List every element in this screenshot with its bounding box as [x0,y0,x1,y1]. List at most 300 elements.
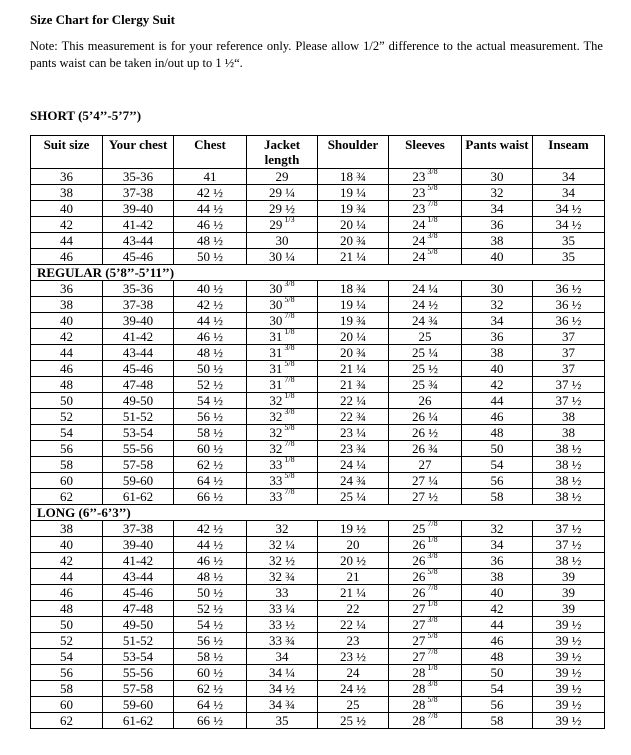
table-cell: 62 ½ [174,681,247,697]
header-row [31,136,605,169]
table-cell: 35-36 [103,169,174,185]
table-cell: 32 $^{7/8}$ [247,441,318,457]
table-cell: 27 $^{1/8}$ [389,601,462,617]
table-cell: 60 [31,473,103,489]
table-cell: 44 [31,345,103,361]
table-cell: 34 [462,201,533,217]
table-row [31,649,605,665]
table-cell: 48 [31,377,103,393]
fraction: 5/8 [427,183,438,192]
table-cell: 26 $^{1/8}$ [389,537,462,553]
fraction: 7/8 [427,519,438,528]
table-cell: 58 [31,457,103,473]
table-cell: 29 ¼ [247,185,318,201]
fraction: 1/8 [427,663,438,672]
table-cell: 22 ¼ [318,617,389,633]
fraction: 7/8 [284,439,295,448]
table-cell: 38 [462,233,533,249]
table-cell: 32 $^{1/8}$ [247,393,318,409]
table-cell: 64 ½ [174,697,247,713]
table-cell: 39 ½ [533,713,605,729]
table-cell: 40 [31,313,103,329]
table-cell: 34 [462,313,533,329]
section-heading: LONG (6’’-6’3’’) [31,505,605,521]
table-cell: 24 ¼ [389,281,462,297]
table-cell: 35-36 [103,281,174,297]
table-row [31,665,605,681]
table-cell: 20 ½ [318,553,389,569]
table-cell: 37 [533,329,605,345]
table-cell: 43-44 [103,345,174,361]
table-cell: 39 ½ [533,681,605,697]
table-cell: 34 ½ [533,217,605,233]
table-cell: 30 $^{3/8}$ [247,281,318,297]
table-cell: 46 [462,633,533,649]
table-cell: 21 ¼ [318,249,389,265]
table-cell: 38 ½ [533,489,605,505]
table-cell: 27 $^{3/8}$ [389,617,462,633]
table-cell: 50 ½ [174,249,247,265]
table-row [31,377,605,393]
table-cell: 44 [462,617,533,633]
table-cell: 36 [31,169,103,185]
table-cell: 32 $^{5/8}$ [247,425,318,441]
table-cell: 38 [462,345,533,361]
table-cell: 50 [31,393,103,409]
table-cell: 23 $^{3/8}$ [389,169,462,185]
section-heading: REGULAR (5’8’’-5’11’’) [31,265,605,281]
table-cell: 34 [247,649,318,665]
table-cell: 40 [462,249,533,265]
table-cell: 25 ¾ [389,377,462,393]
table-cell: 32 ¾ [247,569,318,585]
table-cell: 62 ½ [174,457,247,473]
table-cell: 25 $^{7/8}$ [389,521,462,537]
table-cell: 43-44 [103,569,174,585]
table-cell: 37 [533,345,605,361]
table-cell: 37 ½ [533,377,605,393]
table-cell: 33 ¼ [247,601,318,617]
table-cell: 36 [462,217,533,233]
table-cell: 45-46 [103,361,174,377]
table-cell: 28 $^{1/8}$ [389,665,462,681]
table-cell: 26 ¾ [389,441,462,457]
table-cell: 24 ½ [389,297,462,313]
table-row [31,553,605,569]
table-row [31,697,605,713]
table-cell: 19 ¼ [318,297,389,313]
table-cell: 33 ½ [247,617,318,633]
table-cell: 42 ½ [174,297,247,313]
table-cell: 23 ½ [318,649,389,665]
table-cell: 20 ¾ [318,233,389,249]
table-cell: 18 ¾ [318,281,389,297]
fraction: 3/8 [427,551,438,560]
table-cell: 56 ½ [174,409,247,425]
table-row [31,409,605,425]
table-cell: 54 [462,681,533,697]
table-cell: 57-58 [103,457,174,473]
section-row [31,265,605,281]
table-row [31,201,605,217]
fraction: 3/8 [427,615,438,624]
table-cell: 21 [318,569,389,585]
column-header: Shoulder [318,136,389,169]
table-cell: 40 [31,537,103,553]
fraction: 1/8 [427,215,438,224]
table-cell: 25 ½ [318,713,389,729]
table-cell: 39-40 [103,313,174,329]
table-cell: 20 ¼ [318,329,389,345]
table-cell: 25 ¼ [389,345,462,361]
fraction: 3/8 [427,167,438,176]
table-cell: 56 [462,697,533,713]
table-cell: 34 ¾ [247,697,318,713]
table-cell: 48 [462,425,533,441]
table-cell: 52 ½ [174,601,247,617]
table-cell: 28 $^{5/8}$ [389,697,462,713]
table-cell: 41-42 [103,553,174,569]
table-cell: 23 $^{5/8}$ [389,185,462,201]
table-cell: 24 ¾ [389,313,462,329]
table-cell: 50 [462,665,533,681]
fraction: 3/8 [427,231,438,240]
table-cell: 21 ¼ [318,585,389,601]
fraction: 3/8 [427,679,438,688]
table-cell: 27 $^{5/8}$ [389,633,462,649]
table-cell: 54 ½ [174,393,247,409]
table-cell: 55-56 [103,665,174,681]
table-cell: 60 ½ [174,441,247,457]
table-cell: 42 ½ [174,521,247,537]
table-cell: 43-44 [103,233,174,249]
table-row [31,441,605,457]
table-cell: 38 ½ [533,473,605,489]
table-cell: 40 [31,201,103,217]
table-cell: 32 ¼ [247,537,318,553]
table-cell: 37 ½ [533,537,605,553]
table-cell: 52 [31,409,103,425]
table-cell: 42 [31,329,103,345]
table-cell: 48 ½ [174,569,247,585]
table-cell: 46 ½ [174,553,247,569]
table-cell: 44 [31,569,103,585]
table-row [31,457,605,473]
table-cell: 25 [318,697,389,713]
fraction: 7/8 [284,487,295,496]
table-cell: 20 [318,537,389,553]
fraction: 1/3 [284,215,295,224]
table-cell: 34 [533,169,605,185]
table-cell: 25 ½ [389,361,462,377]
fraction: 7/8 [427,583,438,592]
table-cell: 31 $^{5/8}$ [247,361,318,377]
table-cell: 39 [533,585,605,601]
table-row [31,393,605,409]
table-cell: 39 ½ [533,665,605,681]
fraction: 7/8 [284,311,295,320]
table-cell: 48 [31,601,103,617]
table-cell: 51-52 [103,409,174,425]
table-cell: 23 ¾ [318,441,389,457]
table-cell: 50 ½ [174,585,247,601]
table-cell: 32 $^{3/8}$ [247,409,318,425]
table-cell: 32 [462,297,533,313]
table-cell: 25 ¼ [318,489,389,505]
column-header: Inseam [533,136,605,169]
table-cell: 26 ½ [389,425,462,441]
table-cell: 38 [31,185,103,201]
fraction: 3/8 [284,279,295,288]
table-cell: 23 [318,633,389,649]
table-cell: 44 ½ [174,537,247,553]
table-cell: 38 ½ [533,553,605,569]
table-cell: 55-56 [103,441,174,457]
table-cell: 38 [462,569,533,585]
table-cell: 58 [31,681,103,697]
table-row [31,537,605,553]
table-cell: 58 [462,713,533,729]
fraction: 7/8 [284,375,295,384]
table-cell: 41 [174,169,247,185]
table-row [31,633,605,649]
table-row [31,297,605,313]
table-cell: 54 [31,425,103,441]
table-cell: 58 ½ [174,649,247,665]
table-cell: 60 ½ [174,665,247,681]
column-header: Jacket length [247,136,318,169]
table-cell: 27 ½ [389,489,462,505]
table-cell: 49-50 [103,393,174,409]
table-cell: 24 $^{1/8}$ [389,217,462,233]
table-cell: 35 [247,713,318,729]
table-cell: 49-50 [103,617,174,633]
table-cell: 37 ½ [533,393,605,409]
table-cell: 33 $^{5/8}$ [247,473,318,489]
table-row [31,585,605,601]
table-cell: 26 $^{5/8}$ [389,569,462,585]
table-cell: 36 [462,553,533,569]
table-cell: 20 ¾ [318,345,389,361]
fraction: 3/8 [284,343,295,352]
table-cell: 33 $^{1/8}$ [247,457,318,473]
table-row [31,713,605,729]
column-header: Chest [174,136,247,169]
fraction: 1/8 [284,391,295,400]
table-cell: 24 [318,665,389,681]
table-row [31,601,605,617]
table-cell: 30 ¼ [247,249,318,265]
table-cell: 56 [31,665,103,681]
table-cell: 39 [533,601,605,617]
table-cell: 37-38 [103,297,174,313]
table-cell: 64 ½ [174,473,247,489]
table-cell: 35 [533,249,605,265]
table-row [31,217,605,233]
table-cell: 39 ½ [533,633,605,649]
table-row [31,329,605,345]
table-cell: 19 ¾ [318,201,389,217]
table-cell: 23 $^{7/8}$ [389,201,462,217]
table-cell: 37-38 [103,521,174,537]
table-cell: 34 [533,185,605,201]
table-cell: 56 [462,473,533,489]
table-cell: 34 ½ [247,681,318,697]
table-cell: 41-42 [103,217,174,233]
table-cell: 31 $^{3/8}$ [247,345,318,361]
table-cell: 48 ½ [174,345,247,361]
table-cell: 54 ½ [174,617,247,633]
column-header: Sleeves [389,136,462,169]
table-cell: 58 ½ [174,425,247,441]
fraction: 1/8 [284,455,295,464]
column-header: Your chest [103,136,174,169]
column-header: Pants waist [462,136,533,169]
table-cell: 19 ½ [318,521,389,537]
table-cell: 62 [31,489,103,505]
fraction: 7/8 [427,647,438,656]
table-cell: 34 [462,537,533,553]
fraction: 7/8 [427,711,438,720]
table-cell: 37-38 [103,185,174,201]
table-cell: 41-42 [103,329,174,345]
table-cell: 46 [31,361,103,377]
table-cell: 57-58 [103,681,174,697]
table-cell: 36 ½ [533,313,605,329]
table-cell: 50 [462,441,533,457]
table-cell: 42 ½ [174,185,247,201]
table-cell: 59-60 [103,697,174,713]
table-cell: 26 $^{3/8}$ [389,553,462,569]
table-cell: 24 ¾ [318,473,389,489]
table-cell: 45-46 [103,249,174,265]
table-cell: 33 [247,585,318,601]
table-cell: 38 [533,409,605,425]
table-row [31,249,605,265]
table-cell: 45-46 [103,585,174,601]
table-cell: 53-54 [103,649,174,665]
table-cell: 60 [31,697,103,713]
table-cell: 38 [533,425,605,441]
table-cell: 56 ½ [174,633,247,649]
table-cell: 50 ½ [174,361,247,377]
table-cell: 50 [31,617,103,633]
section-row [31,505,605,521]
table-cell: 53-54 [103,425,174,441]
table-cell: 24 ½ [318,681,389,697]
table-body [31,169,605,729]
table-cell: 42 [462,377,533,393]
table-cell: 26 [389,393,462,409]
table-cell: 42 [462,601,533,617]
table-cell: 27 $^{7/8}$ [389,649,462,665]
table-cell: 25 [389,329,462,345]
table-cell: 34 ¼ [247,665,318,681]
table-cell: 31 $^{1/8}$ [247,329,318,345]
table-cell: 29 ½ [247,201,318,217]
table-cell: 28 $^{3/8}$ [389,681,462,697]
table-cell: 47-48 [103,377,174,393]
table-cell: 39-40 [103,537,174,553]
table-cell: 36 [462,329,533,345]
table-cell: 33 $^{7/8}$ [247,489,318,505]
table-cell: 61-62 [103,713,174,729]
table-cell: 39-40 [103,201,174,217]
table-cell: 19 ¾ [318,313,389,329]
table-cell: 24 ¼ [318,457,389,473]
table-row [31,425,605,441]
table-cell: 46 [31,249,103,265]
table-cell: 30 [462,281,533,297]
table-cell: 21 ¾ [318,377,389,393]
fraction: 5/8 [427,567,438,576]
document-title: Size Chart for Clergy Suit [30,12,175,27]
table-cell: 54 [31,649,103,665]
table-cell: 22 ¼ [318,393,389,409]
table-cell: 18 ¾ [318,169,389,185]
note-text: Note: This measurement is for your reference only. Please allow 1/2” difference to the actual measurement. The pants waist can be taken in/out up to 1 ½“. [30,39,603,70]
table-cell: 40 [462,585,533,601]
table-cell: 30 $^{5/8}$ [247,297,318,313]
fraction: 1/8 [427,535,438,544]
table-cell: 52 ½ [174,377,247,393]
table-cell: 40 ½ [174,281,247,297]
table-cell: 47-48 [103,601,174,617]
table-row [31,281,605,297]
table-cell: 46 [462,409,533,425]
table-cell: 31 $^{7/8}$ [247,377,318,393]
table-cell: 24 $^{3/8}$ [389,233,462,249]
table-cell: 33 ¾ [247,633,318,649]
table-cell: 22 ¾ [318,409,389,425]
table-cell: 26 $^{7/8}$ [389,585,462,601]
table-cell: 37 [533,361,605,377]
fraction: 5/8 [284,423,295,432]
table-cell: 44 ½ [174,201,247,217]
table-cell: 38 [31,297,103,313]
table-cell: 61-62 [103,489,174,505]
table-cell: 62 [31,713,103,729]
fraction: 5/8 [284,359,295,368]
table-row [31,617,605,633]
fraction: 7/8 [427,199,438,208]
table-cell: 29 [247,169,318,185]
fraction: 1/8 [284,327,295,336]
table-cell: 44 [462,393,533,409]
table-cell: 34 ½ [533,201,605,217]
table-cell: 32 [462,185,533,201]
table-cell: 46 ½ [174,217,247,233]
table-row [31,169,605,185]
table-cell: 39 ½ [533,697,605,713]
table-cell: 44 [31,233,103,249]
table-cell: 38 ½ [533,441,605,457]
table-cell: 26 ¼ [389,409,462,425]
table-row [31,681,605,697]
table-cell: 21 ¼ [318,361,389,377]
table-cell: 48 [462,649,533,665]
table-cell: 38 ½ [533,457,605,473]
table-cell: 59-60 [103,473,174,489]
table-cell: 37 ½ [533,521,605,537]
table-cell: 51-52 [103,633,174,649]
table-cell: 40 [462,361,533,377]
table-cell: 38 [31,521,103,537]
table-row [31,361,605,377]
table-cell: 58 [462,489,533,505]
table-row [31,521,605,537]
table-cell: 28 $^{7/8}$ [389,713,462,729]
